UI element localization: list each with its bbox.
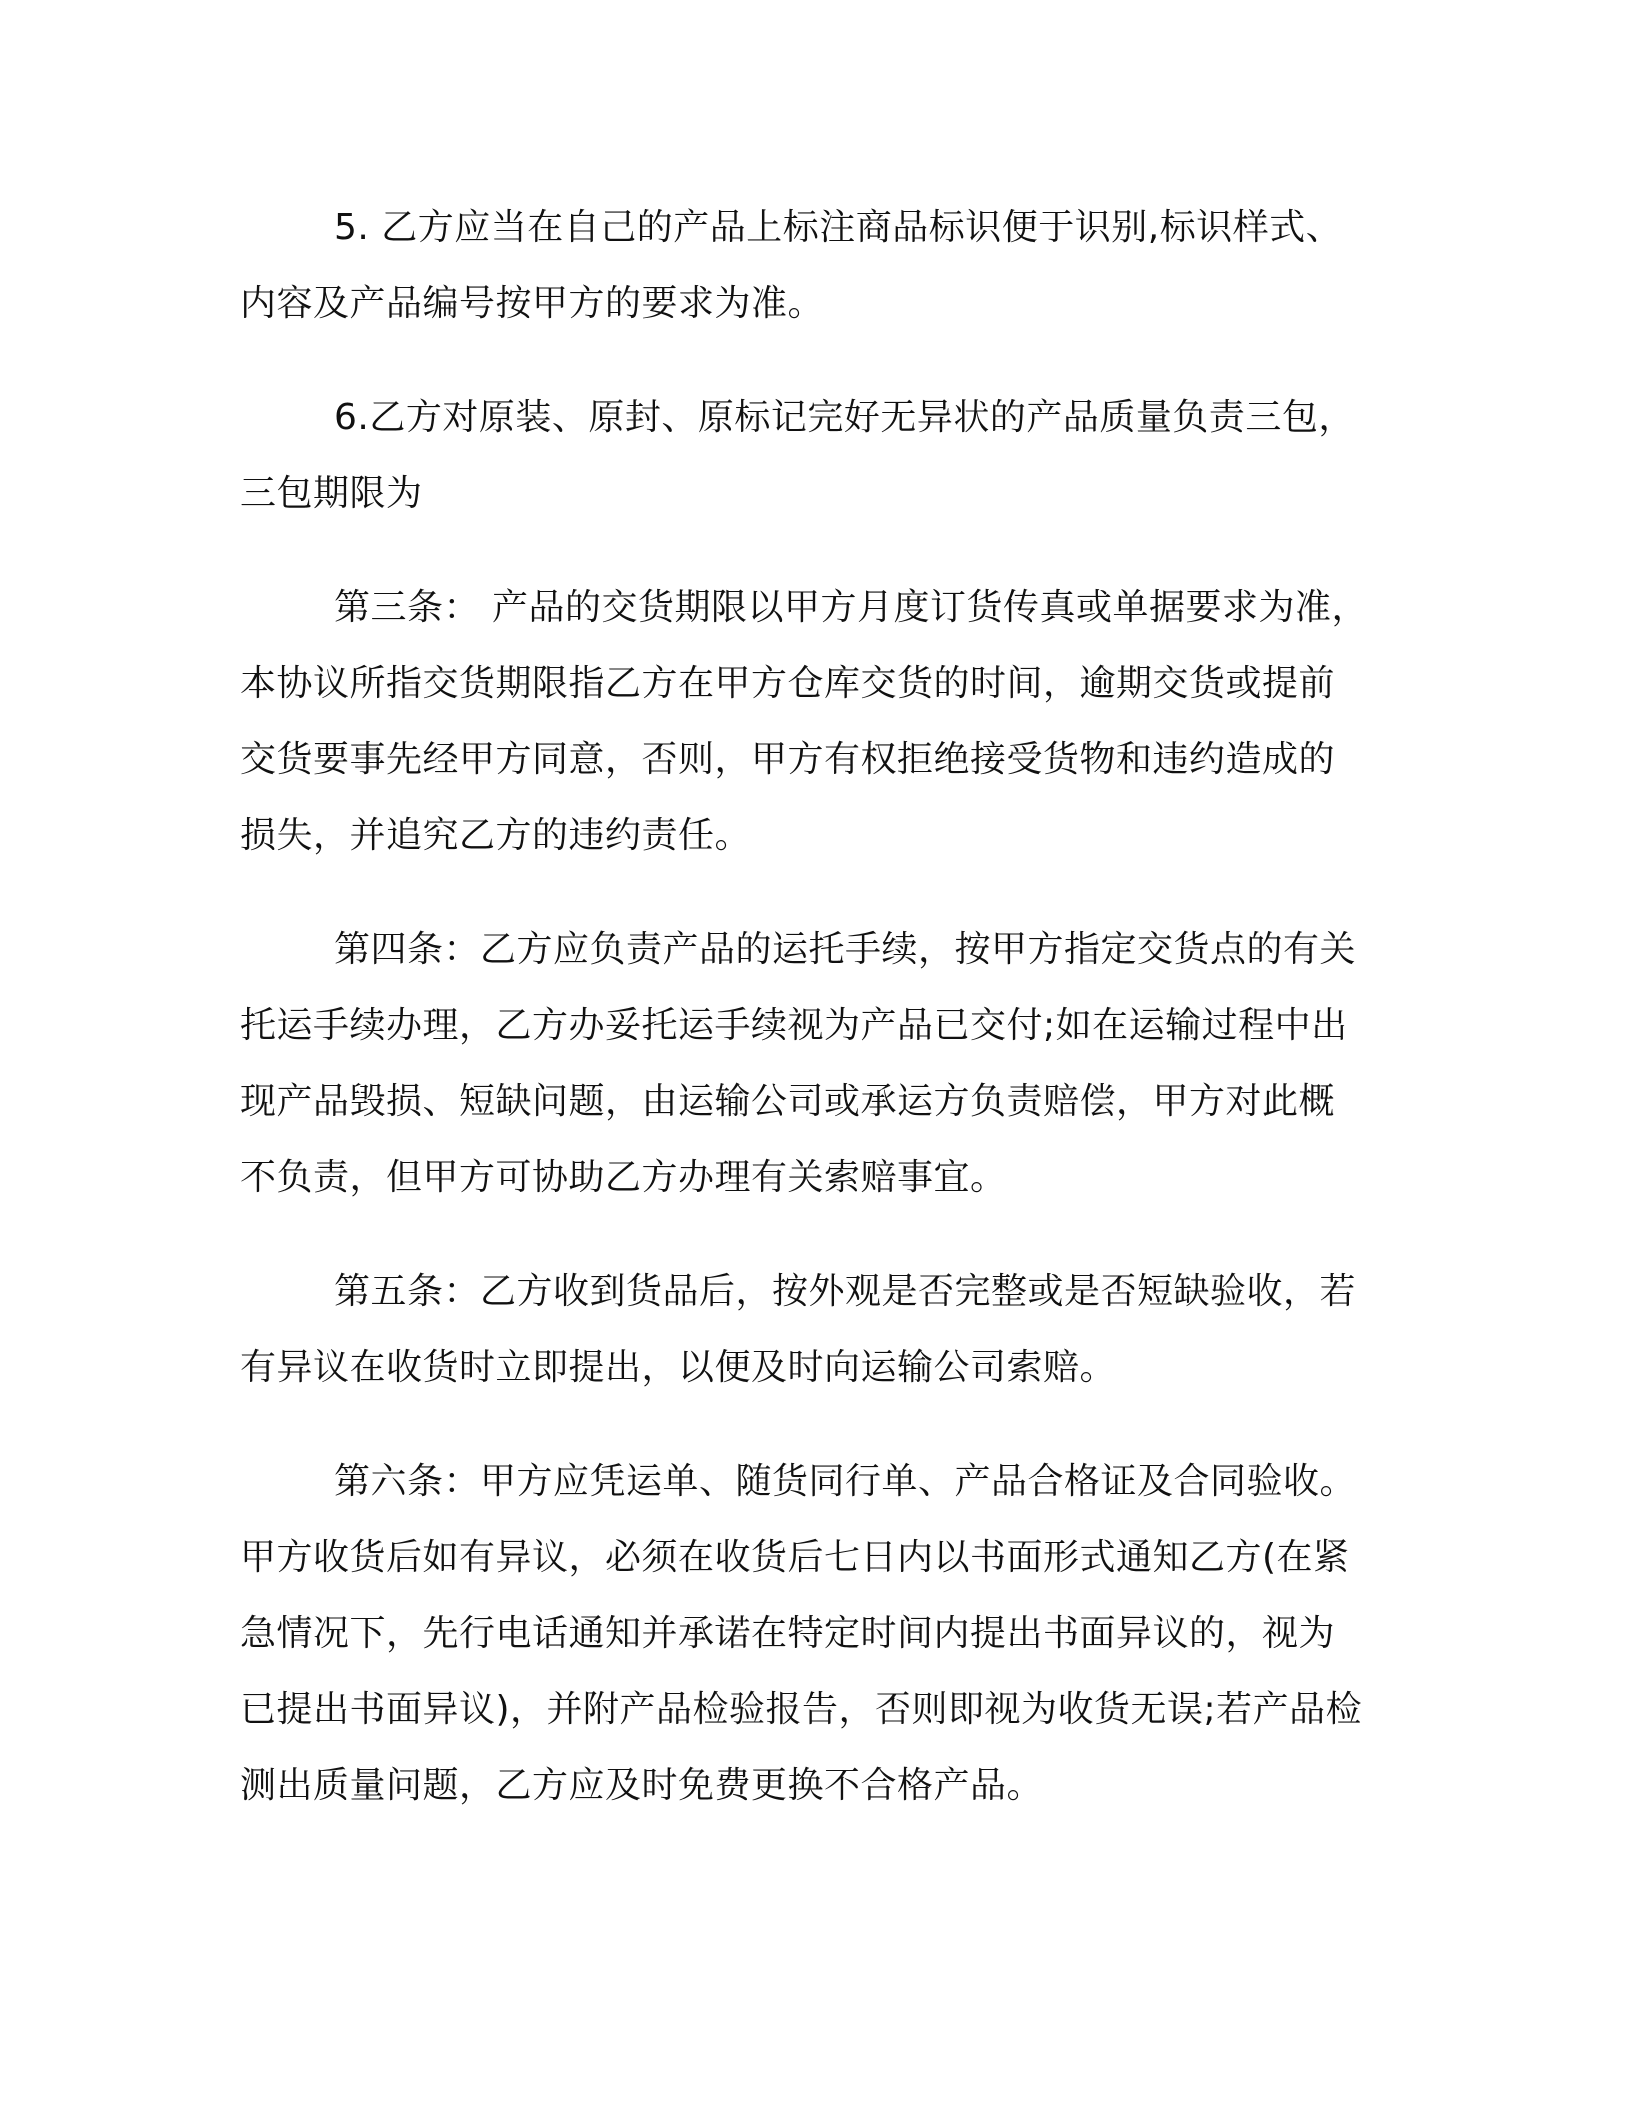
- paragraph-line: 三包期限为: [240, 473, 423, 514]
- paragraph-line: 托运手续办理，乙方办妥托运手续视为产品已交付;如在运输过程中出: [240, 1005, 1348, 1046]
- paragraph-line: 6.乙方对原装、原封、原标记完好无异状的产品质量负责三包，: [334, 397, 1355, 438]
- paragraph-line: 不负责，但甲方可协助乙方办理有关索赔事宜。: [240, 1157, 1007, 1198]
- document-body: [240, 190, 1370, 1862]
- paragraph-line: 急情况下，先行电话通知并承诺在特定时间内提出书面异议的，视为: [240, 1613, 1336, 1654]
- paragraph-line: 5. 乙方应当在自己的产品上标注商品标识便于识别,标识样式、: [334, 207, 1343, 248]
- paragraph-line: 本协议所指交货期限指乙方在甲方仓库交货的时间，逾期交货或提前: [240, 663, 1336, 704]
- paragraph-article-5: [240, 1254, 1370, 1406]
- paragraph-line: 有异议在收货时立即提出，以便及时向运输公司索赔。: [240, 1347, 1117, 1388]
- paragraph-article-4: [240, 912, 1370, 1216]
- paragraph-line: 内容及产品编号按甲方的要求为准。: [240, 283, 825, 324]
- paragraph-line: 第五条：乙方收到货品后，按外观是否完整或是否短缺验收，若: [334, 1271, 1357, 1312]
- paragraph-line: 已提出书面异议)，并附产品检验报告，否则即视为收货无误;若产品检: [240, 1689, 1363, 1730]
- paragraph-line: 第四条：乙方应负责产品的运托手续，按甲方指定交货点的有关: [334, 929, 1357, 970]
- paragraph-line: 损失，并追究乙方的违约责任。: [240, 815, 752, 856]
- paragraph-article-3: [240, 570, 1370, 874]
- paragraph-line: 测出质量问题，乙方应及时免费更换不合格产品。: [240, 1765, 1044, 1806]
- paragraph-line: 交货要事先经甲方同意，否则，甲方有权拒绝接受货物和违约造成的: [240, 739, 1336, 780]
- paragraph-line: 第三条： 产品的交货期限以甲方月度订货传真或单据要求为准，: [334, 587, 1368, 628]
- paragraph-line: 甲方收货后如有异议，必须在收货后七日内以书面形式通知乙方(在紧: [240, 1537, 1350, 1578]
- paragraph-line: 现产品毁损、短缺问题，由运输公司或承运方负责赔偿，甲方对此概: [240, 1081, 1336, 1122]
- paragraph-line: 第六条：甲方应凭运单、随货同行单、产品合格证及合同验收。: [334, 1461, 1357, 1502]
- paragraph-item-5: [240, 190, 1370, 342]
- paragraph-item-6: [240, 380, 1370, 532]
- paragraph-article-6: [240, 1444, 1370, 1824]
